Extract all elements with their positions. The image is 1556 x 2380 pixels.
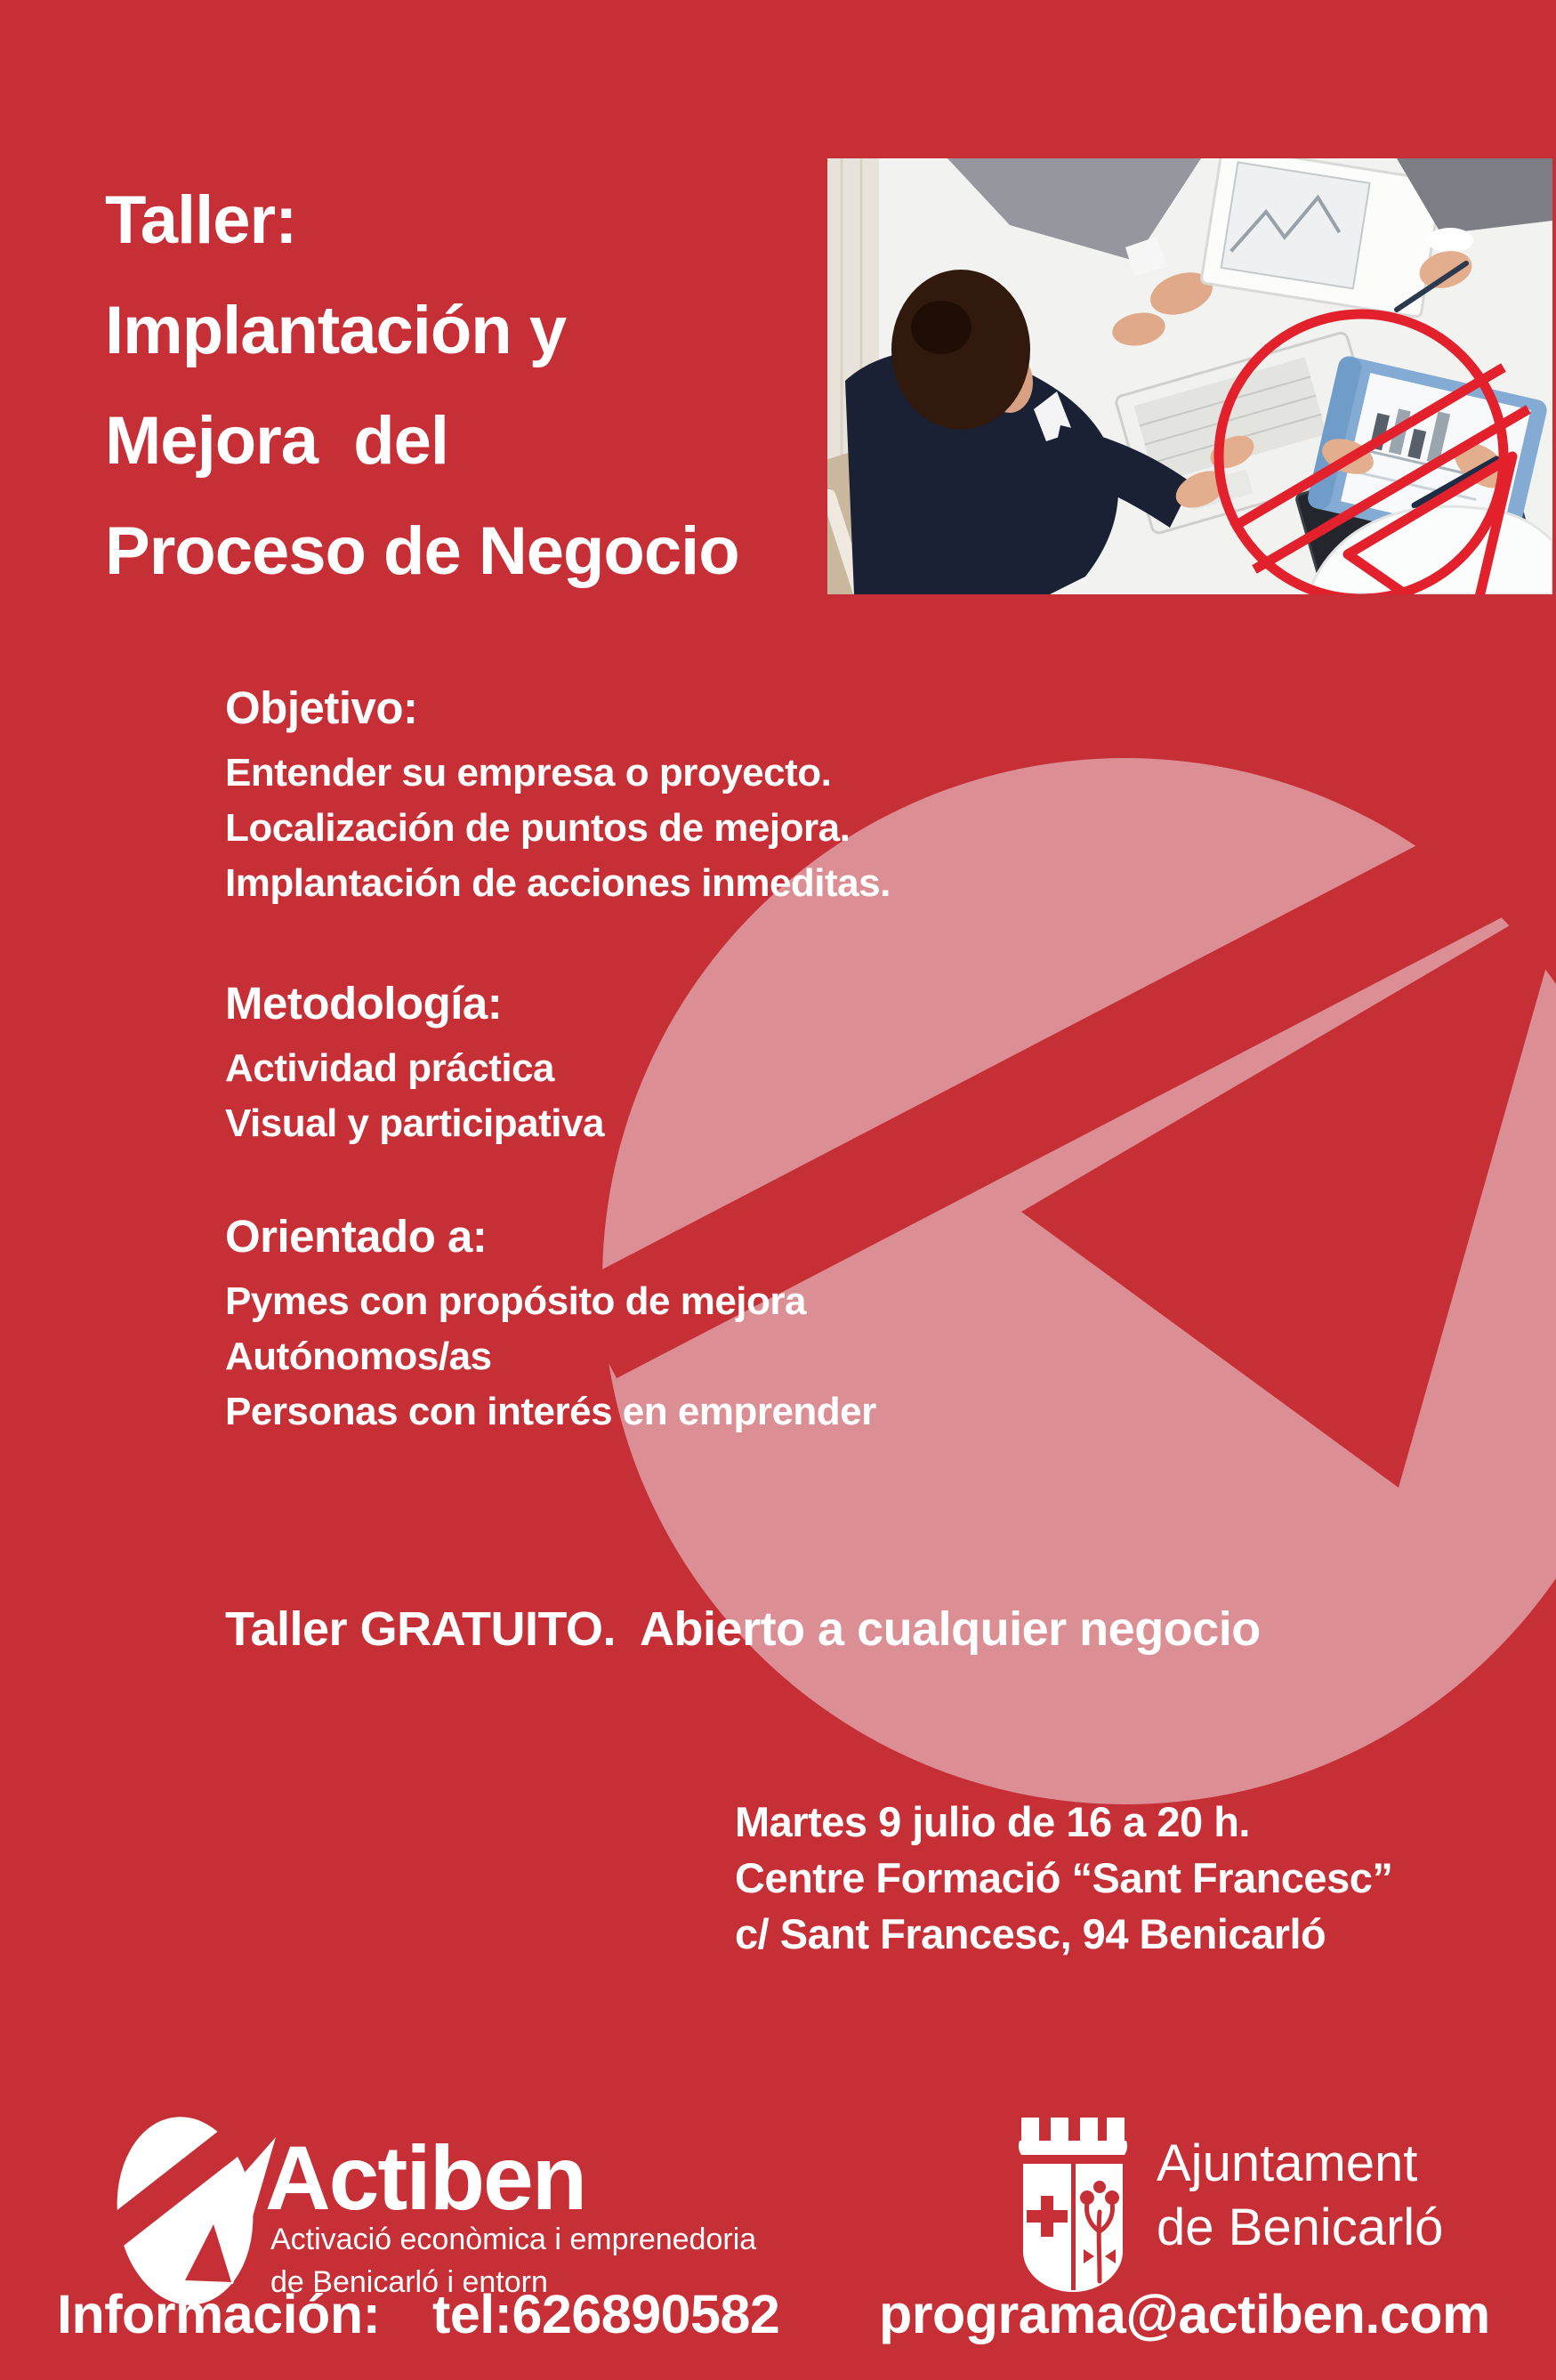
hero-photo — [827, 158, 1552, 594]
section-heading-metodologia: Metodología: — [225, 978, 503, 1029]
info-email: programa@actiben.com — [879, 2284, 1490, 2344]
title-line: Implantación y — [105, 293, 567, 368]
section-heading-orientado: Orientado a: — [225, 1211, 488, 1262]
workshop-title — [105, 165, 739, 607]
ajuntament-crest-icon — [996, 2107, 1152, 2307]
actiben-tagline-line1: Activació econòmica i emprenedoria — [270, 2223, 757, 2256]
ajuntament-name-line1: Ajuntament — [1157, 2134, 1418, 2192]
section-line: Visual y participativa — [225, 1101, 604, 1145]
event-date-line: Martes 9 julio de 16 a 20 h. — [735, 1798, 1250, 1845]
section-line: Pymes con propósito de mejora — [225, 1279, 806, 1323]
free-workshop-highlight: Taller GRATUITO. Abierto a cualquier negocio — [225, 1602, 1261, 1656]
actiben-tagline-line2: de Benicarló i entorn — [270, 2265, 548, 2299]
section-metodologia-lines — [225, 1041, 604, 1151]
title-line: Mejora del — [105, 403, 448, 479]
event-venue-line: Centre Formació “Sant Francesc” — [735, 1854, 1393, 1901]
event-address-line: c/ Sant Francesc, 94 Benicarló — [735, 1910, 1326, 1957]
section-line: Personas con interés en emprender — [225, 1390, 876, 1433]
section-objetivo-lines — [225, 746, 891, 911]
section-heading-objetivo: Objetivo: — [225, 682, 418, 733]
ajuntament-name-line2: de Benicarló — [1157, 2198, 1444, 2256]
title-line: Proceso de Negocio — [105, 513, 739, 589]
section-line: Actividad práctica — [225, 1046, 555, 1090]
info-label: Información: — [57, 2284, 381, 2344]
section-line: Localización de puntos de mejora. — [225, 806, 851, 850]
info-phone: tel:626890582 — [432, 2284, 780, 2344]
section-line: Entender su empresa o proyecto. — [225, 751, 832, 795]
section-line: Implantación de acciones inmeditas. — [225, 861, 891, 905]
actiben-wordmark: Actiben — [265, 2127, 586, 2229]
event-details — [735, 1794, 1392, 1962]
section-line: Autónomos/as — [225, 1335, 492, 1378]
title-line: Taller: — [105, 182, 297, 258]
section-orientado-lines — [225, 1274, 876, 1440]
